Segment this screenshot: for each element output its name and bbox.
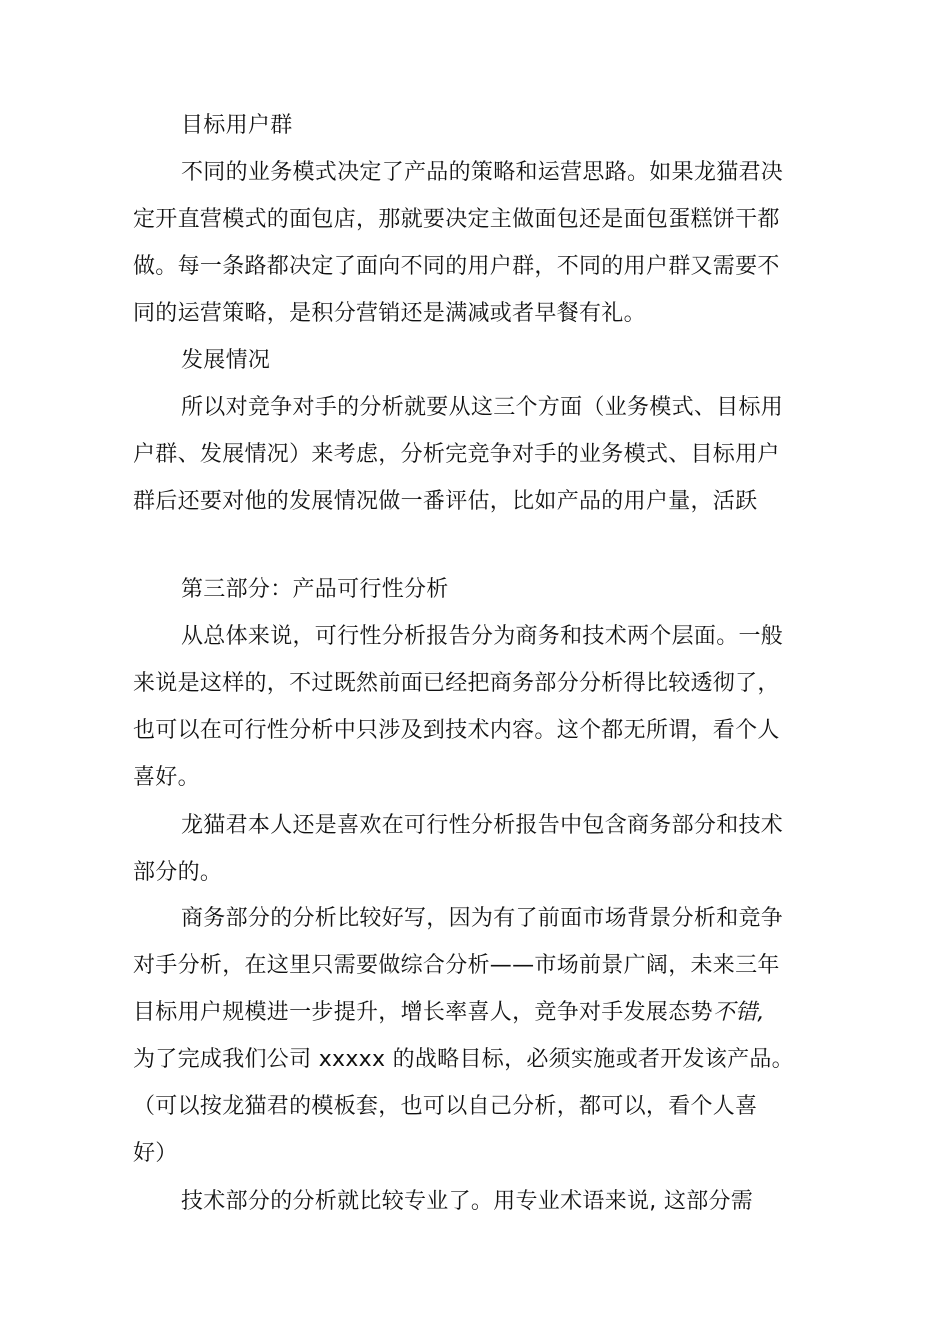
section-development — [133, 337, 823, 525]
paragraph-line: 不同的业务模式决定了产品的策略和运营思路。如果龙猫君决 — [181, 160, 784, 185]
paragraph-line: 群后还要对他的发展情况做一番评估，比如产品的用户量，活跃 — [133, 489, 758, 514]
paragraph-line: 同的运营策略，是积分营销还是满减或者早餐有礼。 — [133, 301, 646, 326]
heading-development: 发展情况 — [181, 348, 271, 373]
italic-text: 不错, — [712, 1000, 765, 1025]
paragraph-line: 来说是这样的，不过既然前面已经把商务部分分析得比较透彻了， — [133, 671, 780, 696]
paragraph-line: 做。每一条路都决定了面向不同的用户群，不同的用户群又需要不 — [133, 254, 780, 279]
paragraph-line: 喜好。 — [133, 765, 200, 790]
paragraph-line: 户群、发展情况）来考虑，分析完竞争对手的业务模式、目标用户 — [133, 442, 780, 467]
paragraph-line: 所以对竞争对手的分析就要从这三个方面（业务模式、目标用 — [181, 395, 784, 420]
paragraph-line: 为了完成我们公司 xxxxx 的战略目标，必须实施或者开发该产品。 — [133, 1047, 794, 1072]
section-part3-paragraph4 — [133, 1178, 823, 1225]
section-part3 — [133, 566, 823, 801]
paragraph-line: 从总体来说，可行性分析报告分为商务和技术两个层面。一般 — [181, 624, 784, 649]
paragraph-line: 部分的。 — [133, 860, 223, 885]
paragraph-line-mixed — [133, 989, 823, 1036]
section-part3-paragraph3 — [133, 895, 823, 1177]
paragraph-line: 定开直营模式的面包店，那就要决定主做面包还是面包蛋糕饼干都 — [133, 207, 780, 232]
paragraph-line: （可以按龙猫君的模板套，也可以自己分析，都可以，看个人喜 — [133, 1094, 758, 1119]
heading-target-users: 目标用户群 — [181, 113, 293, 138]
paragraph-line: 也可以在可行性分析中只涉及到技术内容。这个都无所谓，看个人 — [133, 718, 780, 743]
paragraph-line: 技术部分的分析就比较专业了。用专业术语来说, 这部分需 — [181, 1189, 754, 1214]
section-target-users — [133, 102, 823, 337]
paragraph-line: 龙猫君本人还是喜欢在可行性分析报告中包含商务部分和技术 — [181, 813, 784, 838]
paragraph-text: 目标用户规模进一步提升，增长率喜人，竞争对手发展态势 — [133, 1000, 713, 1025]
paragraph-line: 商务部分的分析比较好写，因为有了前面市场背景分析和竞争 — [181, 906, 784, 931]
paragraph-line: 好） — [133, 1141, 178, 1166]
paragraph-line: 对手分析，在这里只需要做综合分析——市场前景广阔，未来三年 — [133, 953, 780, 978]
section-part3-paragraph2 — [133, 802, 823, 896]
heading-part3: 第三部分：产品可行性分析 — [181, 577, 449, 602]
